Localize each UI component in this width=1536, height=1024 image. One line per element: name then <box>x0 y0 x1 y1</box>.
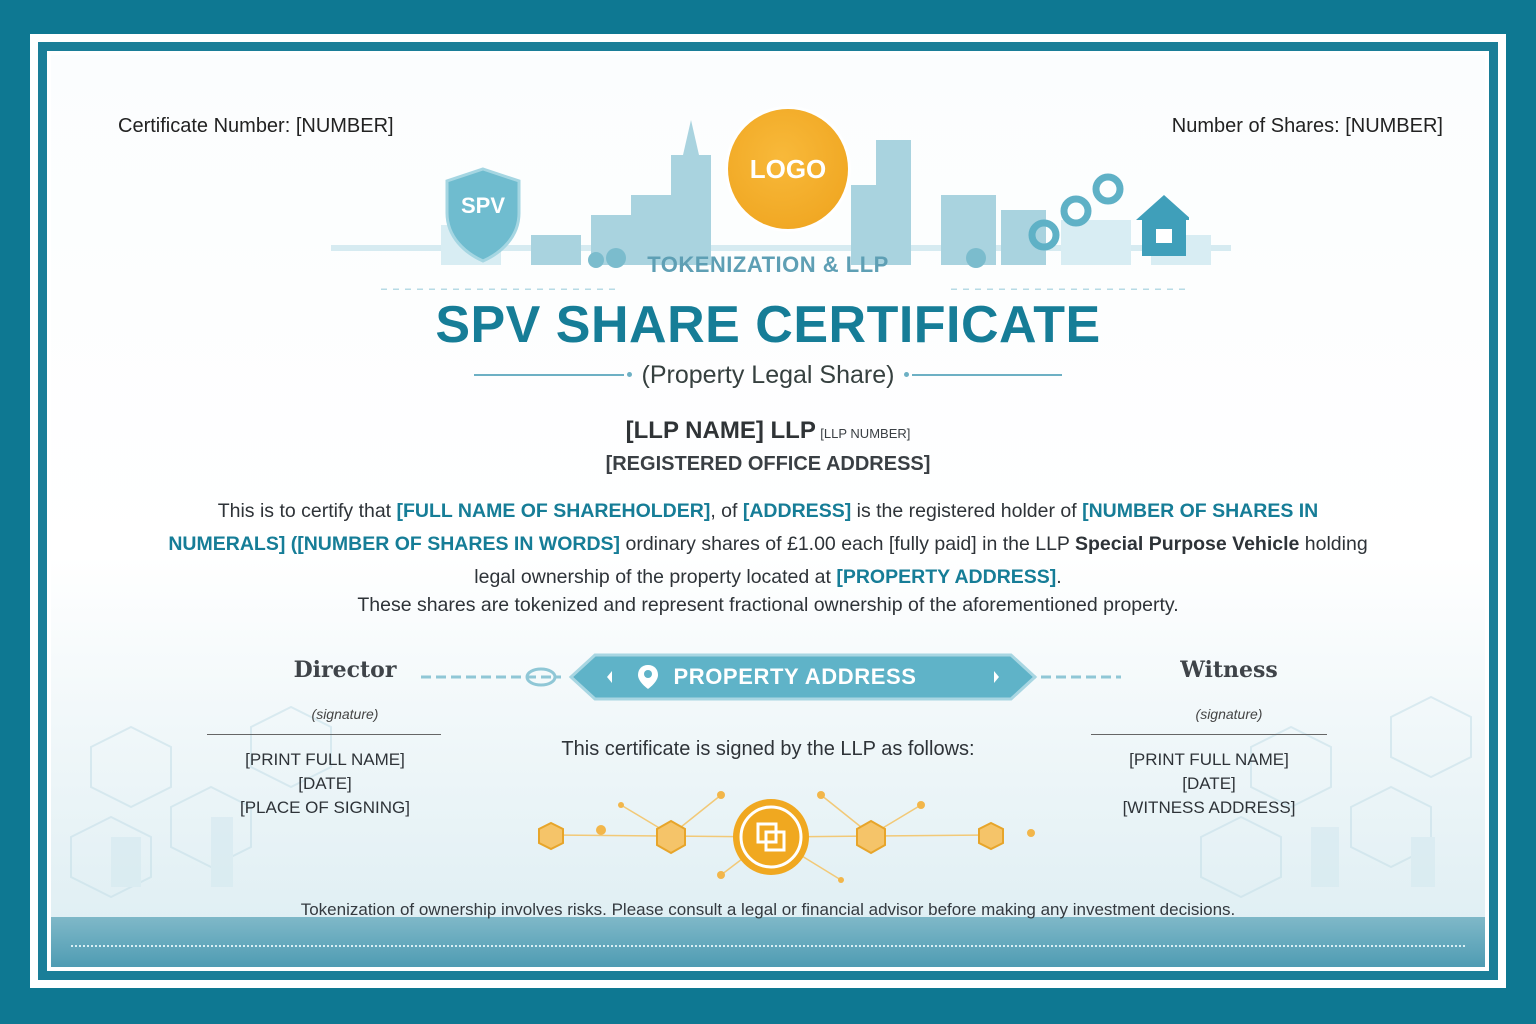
statement-text: ordinary shares of £1.00 each [fully paid] in the LLP <box>620 533 1075 555</box>
statement-text: , of <box>710 500 743 522</box>
certificate-number: Certificate Number: [NUMBER] <box>118 115 394 137</box>
divider-left <box>474 374 624 376</box>
number-of-shares: Number of Shares: [NUMBER] <box>1171 115 1443 137</box>
director-heading: Director <box>293 657 397 683</box>
location-pin-icon <box>637 664 659 690</box>
ribbon-content <box>557 655 997 699</box>
signed-by-llp-text: This certificate is signed by the LLP as follows: <box>561 738 975 760</box>
shareholder-name-field: [FULL NAME OF SHAREHOLDER] <box>396 500 711 522</box>
director-print-name: [PRINT FULL NAME] <box>245 750 405 769</box>
certificate <box>30 34 1506 988</box>
witness-signature-label: (signature) <box>1195 706 1263 722</box>
certificate-paper <box>51 55 1485 967</box>
witness-date: [DATE] <box>1182 774 1236 793</box>
chain-link-icon <box>1014 165 1189 265</box>
director-signature-label: (signature) <box>311 706 379 722</box>
llp-heading <box>51 417 1485 445</box>
property-address-field: [PROPERTY ADDRESS] <box>836 566 1057 588</box>
subtitle-row <box>51 357 1485 393</box>
subtitle: (Property Legal Share) <box>641 360 895 389</box>
house-icon <box>1136 195 1189 256</box>
director-signature-line <box>207 734 441 735</box>
bottom-band <box>51 917 1485 967</box>
witness-address: [WITNESS ADDRESS] <box>1122 798 1296 817</box>
registered-office-address: [REGISTERED OFFICE ADDRESS] <box>605 453 931 475</box>
llp-name: [LLP NAME] LLP <box>625 417 816 444</box>
logo: LOGO <box>728 109 848 229</box>
tokenization-tagline: TOKENIZATION & LLP <box>647 252 889 277</box>
page-title: SPV SHARE CERTIFICATE <box>435 296 1101 354</box>
spv-term: Special Purpose Vehicle <box>1075 533 1300 555</box>
bottom-dotted-line <box>71 945 1465 949</box>
divider-right <box>912 374 1062 376</box>
number-of-shares-field: [NUMBER OF SHARES IN NUMERALS] ([NUMBER OF SHARES IN WORDS] <box>168 500 1319 555</box>
director-date: [DATE] <box>298 774 352 793</box>
llp-number: [LLP NUMBER] <box>820 426 911 441</box>
tokenization-statement: These shares are tokenized and represent fractional ownership of the aforementioned property. <box>357 594 1179 616</box>
statement-text: is the registered holder of <box>851 500 1083 522</box>
certification-statement <box>161 495 1375 594</box>
witness-print-name: [PRINT FULL NAME] <box>1129 750 1289 769</box>
risk-disclaimer: Tokenization of ownership involves risks. Please consult a legal or financial advisor before making any investment decisions. <box>300 900 1236 919</box>
shield-label: SPV <box>460 193 506 218</box>
property-address-label: PROPERTY ADDRESS <box>673 664 917 689</box>
statement-text: holding legal ownership of the property located at <box>474 533 1368 588</box>
statement-text: This is to certify that <box>217 500 397 522</box>
statement-text: . <box>1056 566 1062 588</box>
witness-heading: Witness <box>1180 657 1278 683</box>
shareholder-address-field: [ADDRESS] <box>742 500 852 522</box>
blockchain-network-icon <box>471 775 1071 905</box>
director-place: [PLACE OF SIGNING] <box>239 798 411 817</box>
witness-signature-line <box>1091 734 1327 735</box>
